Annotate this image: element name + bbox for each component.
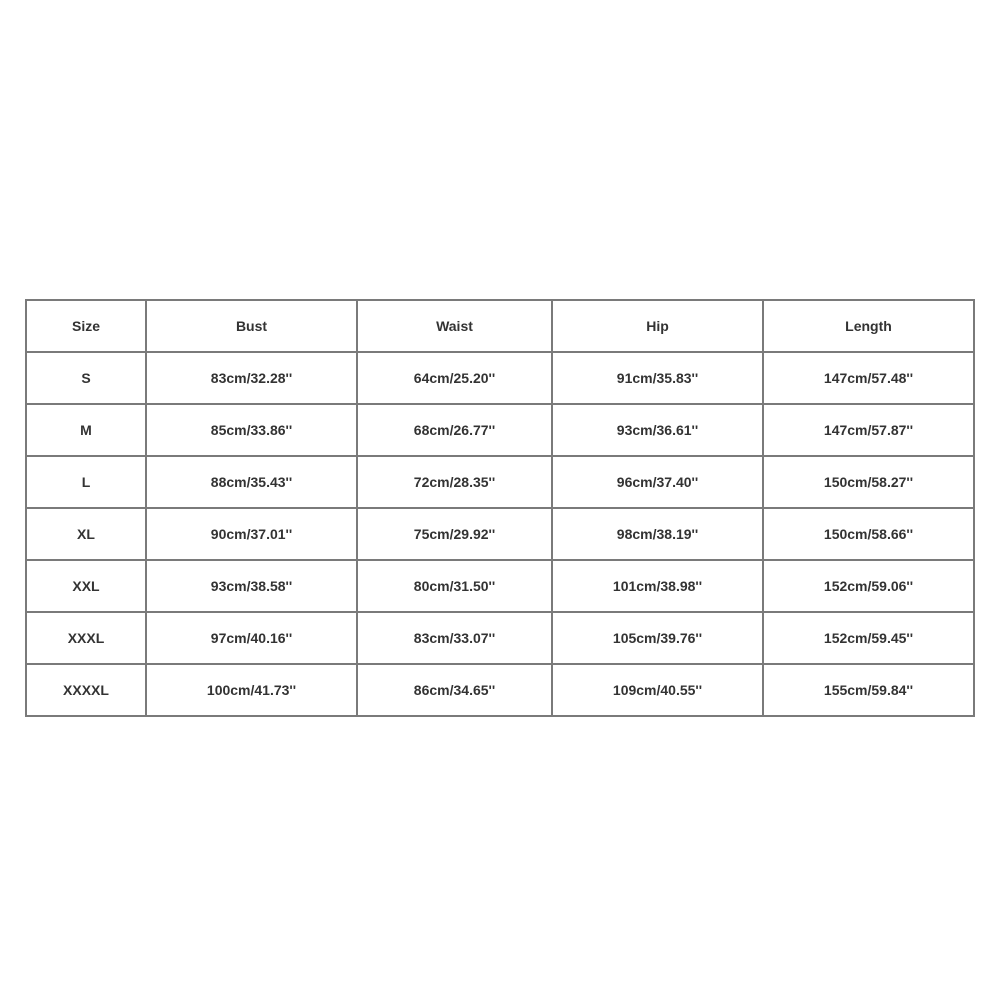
length-cell: 152cm/59.45'' <box>763 612 974 664</box>
waist-cell: 75cm/29.92'' <box>357 508 552 560</box>
bust-cell: 83cm/32.28'' <box>146 352 357 404</box>
table-row <box>26 508 974 560</box>
waist-cell: 72cm/28.35'' <box>357 456 552 508</box>
length-cell: 150cm/58.66'' <box>763 508 974 560</box>
bust-cell: 100cm/41.73'' <box>146 664 357 716</box>
size-cell: XL <box>26 508 146 560</box>
length-cell: 150cm/58.27'' <box>763 456 974 508</box>
hip-cell: 98cm/38.19'' <box>552 508 763 560</box>
header-waist: Waist <box>357 300 552 352</box>
size-chart-table <box>25 299 975 717</box>
header-length: Length <box>763 300 974 352</box>
length-cell: 147cm/57.48'' <box>763 352 974 404</box>
bust-cell: 85cm/33.86'' <box>146 404 357 456</box>
hip-cell: 93cm/36.61'' <box>552 404 763 456</box>
bust-cell: 90cm/37.01'' <box>146 508 357 560</box>
hip-cell: 105cm/39.76'' <box>552 612 763 664</box>
table-row <box>26 352 974 404</box>
length-cell: 155cm/59.84'' <box>763 664 974 716</box>
hip-cell: 91cm/35.83'' <box>552 352 763 404</box>
length-cell: 152cm/59.06'' <box>763 560 974 612</box>
table-row <box>26 456 974 508</box>
hip-cell: 96cm/37.40'' <box>552 456 763 508</box>
waist-cell: 68cm/26.77'' <box>357 404 552 456</box>
table-row <box>26 612 974 664</box>
size-cell: L <box>26 456 146 508</box>
size-cell: XXXXL <box>26 664 146 716</box>
header-bust: Bust <box>146 300 357 352</box>
waist-cell: 83cm/33.07'' <box>357 612 552 664</box>
table-row <box>26 664 974 716</box>
size-cell: XXL <box>26 560 146 612</box>
waist-cell: 64cm/25.20'' <box>357 352 552 404</box>
bust-cell: 97cm/40.16'' <box>146 612 357 664</box>
table-header-row <box>26 300 974 352</box>
bust-cell: 88cm/35.43'' <box>146 456 357 508</box>
table-row <box>26 560 974 612</box>
table-row <box>26 404 974 456</box>
hip-cell: 101cm/38.98'' <box>552 560 763 612</box>
length-cell: 147cm/57.87'' <box>763 404 974 456</box>
waist-cell: 80cm/31.50'' <box>357 560 552 612</box>
size-cell: S <box>26 352 146 404</box>
size-cell: M <box>26 404 146 456</box>
size-cell: XXXL <box>26 612 146 664</box>
bust-cell: 93cm/38.58'' <box>146 560 357 612</box>
hip-cell: 109cm/40.55'' <box>552 664 763 716</box>
header-hip: Hip <box>552 300 763 352</box>
header-size: Size <box>26 300 146 352</box>
waist-cell: 86cm/34.65'' <box>357 664 552 716</box>
